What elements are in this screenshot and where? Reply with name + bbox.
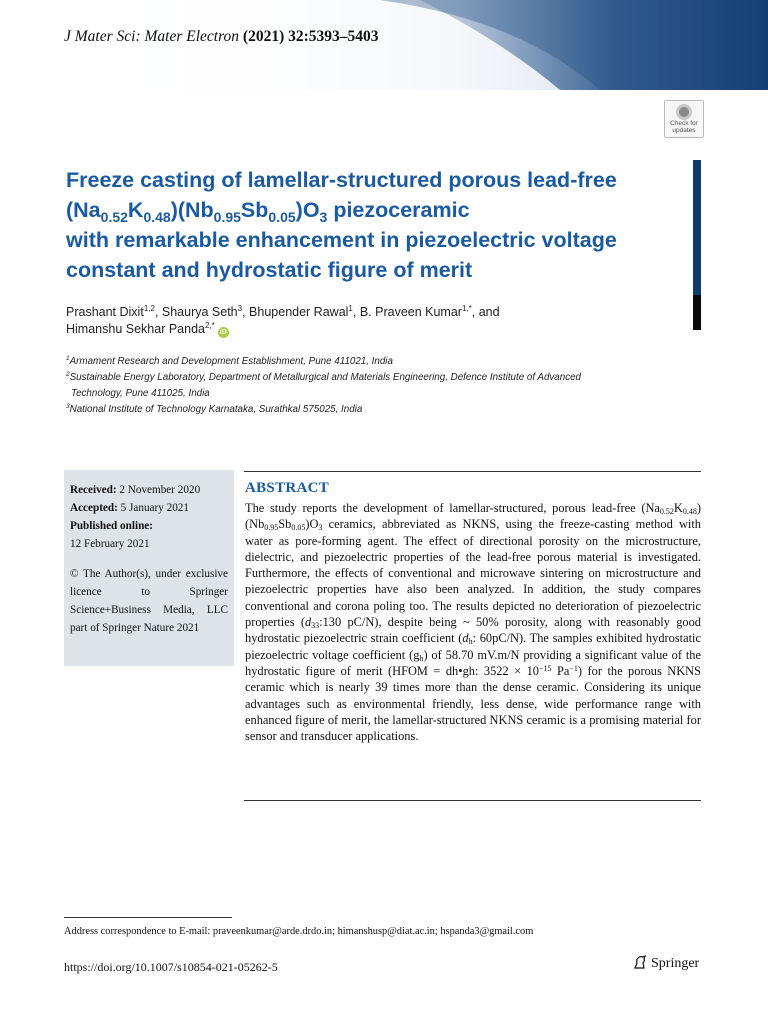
affiliations xyxy=(66,354,686,418)
affiliation-2-cont: Technology, Pune 411025, India xyxy=(71,388,210,399)
affiliation-1: $^1$Armament Research and Development Establishment, Pune 411021, India xyxy=(66,355,393,367)
crossmark-icon xyxy=(676,104,692,120)
abstract-heading: ABSTRACT xyxy=(245,480,330,496)
springer-logo xyxy=(632,954,699,972)
title-line-4: constant and hydrostatic figure of merit xyxy=(66,258,473,282)
header-banner xyxy=(0,0,768,90)
journal-volume: (2021) 32:5393–5403 xyxy=(242,28,379,45)
check-updates-line2: updates xyxy=(672,127,696,134)
author-4[interactable]: B. Praveen Kumar xyxy=(359,305,462,319)
abstract-top-rule xyxy=(244,471,701,472)
springer-wordmark: Springer xyxy=(651,956,700,971)
affiliation-3: $^3$National Institute of Technology Karnataka, Surathkal 575025, India xyxy=(66,403,363,415)
abstract-bottom-rule xyxy=(244,800,701,801)
footnote-rule xyxy=(64,917,232,918)
doi-link[interactable]: https://doi.org/10.1007/s10854-021-05262-5 xyxy=(64,960,278,974)
title-line-2: $(Na_{0.52}K_{0.48})(Nb_{0.95}Sb_{0.05})O_3$ piezoceramic xyxy=(66,198,470,225)
journal-citation xyxy=(64,28,379,46)
article-history-box xyxy=(64,470,234,666)
copyright-notice: © The Author(s), under exclusive licence to Springer Science+Business Media, LLC part of Springer Nature 2021 xyxy=(70,568,228,634)
author-1[interactable]: Prashant Dixit xyxy=(66,305,144,319)
title-line-1: Freeze casting of lamellar-structured porous lead-free xyxy=(66,168,617,192)
correspondence-footnote: Address correspondence to E-mail: praveenkumar@arde.drdo.in; himanshusp@diat.ac.in; hspanda3@gmail.com xyxy=(64,926,534,937)
springer-horse-icon xyxy=(632,954,648,970)
abstract-body: The study reports the development of lamellar-structured, porous lead-free $(Na_{0.52}K_{0.48})(Nb_{0.95}Sb_{0.05})O_3$ ceramics, abbreviated as NKNS, using the freeze-casting method with water as pore-forming agent. The effect of directional porosity on the microstructure, dielectric, and piezoelectric properties of the lead-free porous material is investigated. Furthermore, the effects of conventional and microwave sintering on microstructure and piezoelectric properties have also been analyzed. In addition, the study compares conventional and corona poling too. The results depicted no deterioration of piezoelectric properties ($d_{33}:130$ pC/N), despite being ~ 50% porosity, along with reasonably good hydrostatic piezoelectric strain coefficient ($d_h$: 60pC/N). The samples exhibited hydrostatic piezoelectric voltage coefficient $(g_h)$ of 58.70 mV.m/N providing a significant value of the hydrostatic figure of merit (HFOM = dh•gh: $3522 \times 10^{-15}$ $Pa^{-1}$) for the porous NKNS ceramic which is nearly 39 times more than the dense ceramic. Considering its unique advantages such as environmental friendly, less dense, wide performance range with enhanced figure of merit, the lamellar-structured NKNS ceramic is a promising material for sensor and transducer applications. xyxy=(245,501,701,744)
title-side-bar xyxy=(693,160,701,330)
author-3[interactable]: Bhupender Rawal xyxy=(249,305,349,319)
published-date: 12 February 2021 xyxy=(70,538,150,550)
author-list: Prashant Dixit$^{1,2}$, Shaurya Seth$^3$, Bhupender Rawal$^1$, B. Praveen Kumar$^{1,*}$, and Himanshu Sekhar Panda$^{2,*}$iD xyxy=(66,304,500,336)
author-5[interactable]: Himanshu Sekhar Panda xyxy=(66,322,205,336)
side-bar-dark-segment xyxy=(693,295,701,330)
journal-name: J Mater Sci: Mater Electron xyxy=(64,28,240,45)
title-line-3: with remarkable enhancement in piezoelectric voltage xyxy=(66,228,617,252)
accepted-date: Accepted: 5 January 2021 xyxy=(70,502,189,514)
article-title xyxy=(66,165,686,285)
author-2[interactable]: Shaurya Seth xyxy=(161,305,238,319)
affiliation-2: $^2$Sustainable Energy Laboratory, Department of Metallurgical and Materials Engineering, Defence Institute of Advanced xyxy=(66,371,581,383)
orcid-icon[interactable]: iD xyxy=(219,329,227,336)
received-date: Received: 2 November 2020 xyxy=(70,484,201,496)
published-label: Published online: xyxy=(70,520,153,532)
check-updates-line1: Check for xyxy=(670,120,698,127)
check-for-updates-badge[interactable] xyxy=(664,100,704,138)
